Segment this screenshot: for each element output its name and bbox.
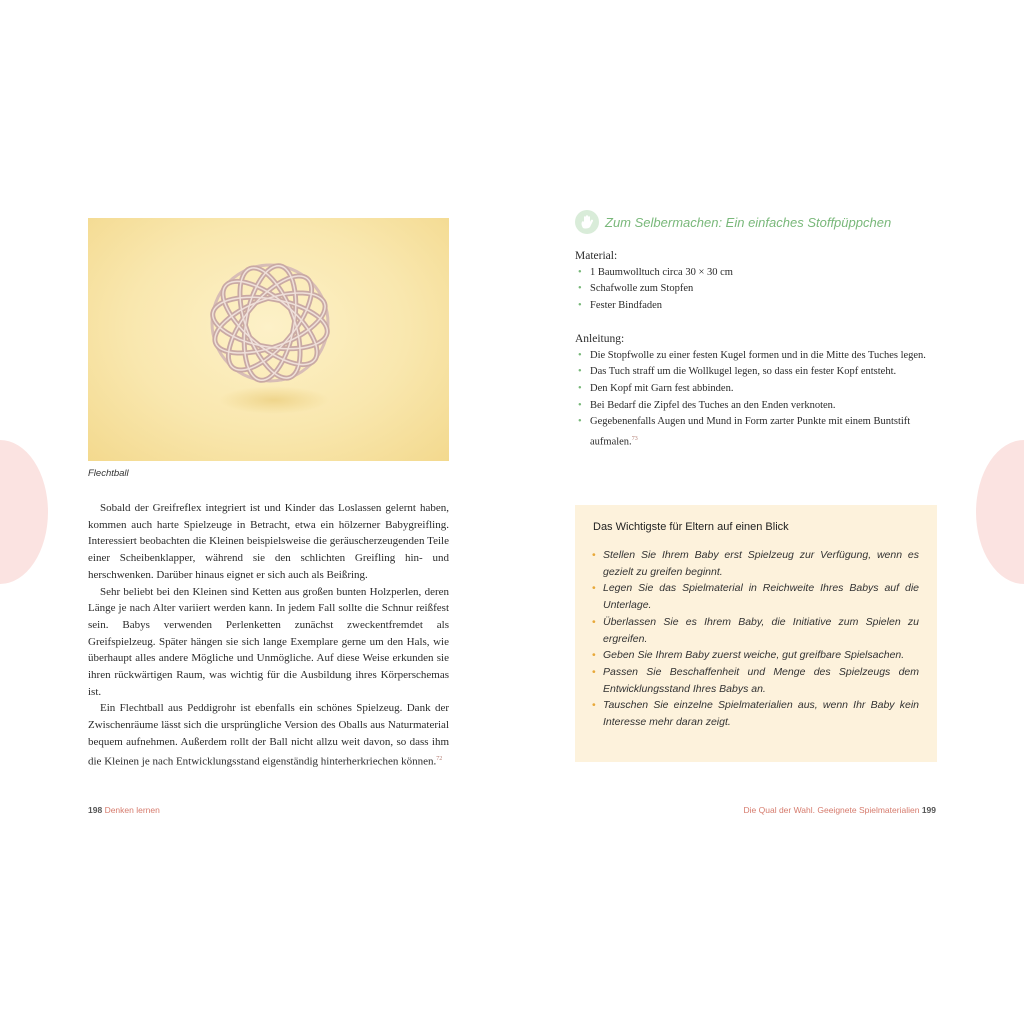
list-item: • Die Stopfwolle zu einer festen Kugel formen und in die Mitte des Tuches legen.	[575, 348, 935, 365]
list-item: • Passen Sie Beschaffenheit und Menge des Spielzeugs dem Entwicklungsstand Ihres Babys an.	[593, 664, 919, 697]
woven-ball-photo	[88, 218, 449, 461]
list-item: • Überlassen Sie es Ihrem Baby, die Initiative zum Spielen zu ergreifen.	[593, 614, 919, 647]
footer-left	[88, 805, 160, 815]
photo-caption: Flechtball	[88, 468, 129, 479]
footnote-marker: 72	[436, 755, 443, 762]
page-number-left: 198	[88, 805, 103, 815]
list-item: • Bei Bedarf die Zipfel des Tuches an den Enden verknoten.	[575, 398, 935, 415]
list-item: • Tauschen Sie einzelne Spielmaterialien aus, wenn Ihr Baby kein Interesse mehr daran zeigt.	[593, 697, 919, 730]
page-number-right: 199	[921, 805, 936, 815]
list-item: • Den Kopf mit Garn fest abbinden.	[575, 381, 935, 398]
material-list	[575, 265, 935, 315]
material-label: Material:	[575, 250, 618, 262]
list-item: • Schafwolle zum Stopfen	[575, 281, 935, 298]
list-item: • Geben Sie Ihrem Baby zuerst weiche, gut greifbare Spielsachen.	[593, 647, 919, 664]
info-box-list	[593, 547, 919, 731]
paragraph: Sehr beliebt bei den Kleinen sind Ketten aus großen bunten Holzperlen, deren Länge je nach Alter variiert werden kann. In jedem Fall sollte die Schnur reißfest sein. Babys verwenden Perlenketten zunächst zweckentfremdet als Greifspielzeug. Später hängen sie sich lange Exemplare gerne um den Hals, wie überhaupt alles andere Mögliche und Unmögliche. Auf diese Weise erkunden sie ihren rückwärtigen Raum, was wichtig für die Ausbildung ihres Körperschemas ist.	[88, 585, 449, 698]
list-item: • Legen Sie das Spielmaterial in Reichweite Ihres Babys auf die Unterlage.	[593, 580, 919, 613]
instruction-list	[575, 348, 935, 452]
list-item: • Stellen Sie Ihrem Baby erst Spielzeug zur Verfügung, wenn es gezielt zu greifen beginnt.	[593, 547, 919, 580]
hand-icon	[575, 210, 599, 234]
paragraph: Ein Flechtball aus Peddigrohr ist ebenfalls ein schönes Spielzeug. Dank der Zwischenräume lässt sich die ursprüngliche Version des Oballs aus Naturmaterial bequem aufnehmen. Außerdem rollt der Ball nicht allzu weit davon, so dass ihm die Kleinen je nach Entwicklungsstand eigenständig hinterherkriechen können.$^{72}$	[88, 702, 449, 768]
instructions-label: Anleitung:	[575, 332, 625, 345]
decorative-circle-left	[0, 440, 48, 584]
list-item: • 1 Baumwolltuch circa 30 × 30 cm	[575, 265, 935, 282]
running-title-right: Die Qual der Wahl. Geeignete Spielmaterialien	[743, 805, 920, 815]
left-body-text	[88, 500, 449, 770]
decorative-circle-right	[976, 440, 1024, 584]
list-item: • Das Tuch straff um die Wollkugel legen, so dass ein fester Kopf entsteht.	[575, 364, 935, 381]
section-header	[575, 209, 955, 235]
info-box-title: Das Wichtigste für Eltern auf einen Blick	[593, 521, 789, 533]
footer-right	[744, 805, 936, 815]
paragraph: Sobald der Greifreflex integriert ist und Kinder das Loslassen gelernt haben, kommen auch harte Spielzeuge in Betracht, etwa ein hölzerner Babygreifling. Interessiert beobachten die Kleinen beispielsweise die geräuscherzeugenden Teile einer Scheibenklapper, während sie den schlichten Greifling hin- und herschwenken. Darüber hinaus eignet er sich auch als Beißring.	[88, 502, 449, 581]
list-item: • Gegebenenfalls Augen und Mund in Form zarter Punkte mit einem Buntstift aufmalen.$^{73}$	[575, 414, 935, 451]
list-item: • Fester Bindfaden	[575, 298, 935, 315]
section-title: Zum Selbermachen: Ein einfaches Stoffpüppchen	[605, 214, 892, 230]
running-title-left: Denken lernen	[104, 805, 160, 815]
footnote-marker: 73	[631, 436, 638, 443]
craft-instructions	[575, 248, 935, 451]
parent-summary-box	[575, 505, 937, 762]
